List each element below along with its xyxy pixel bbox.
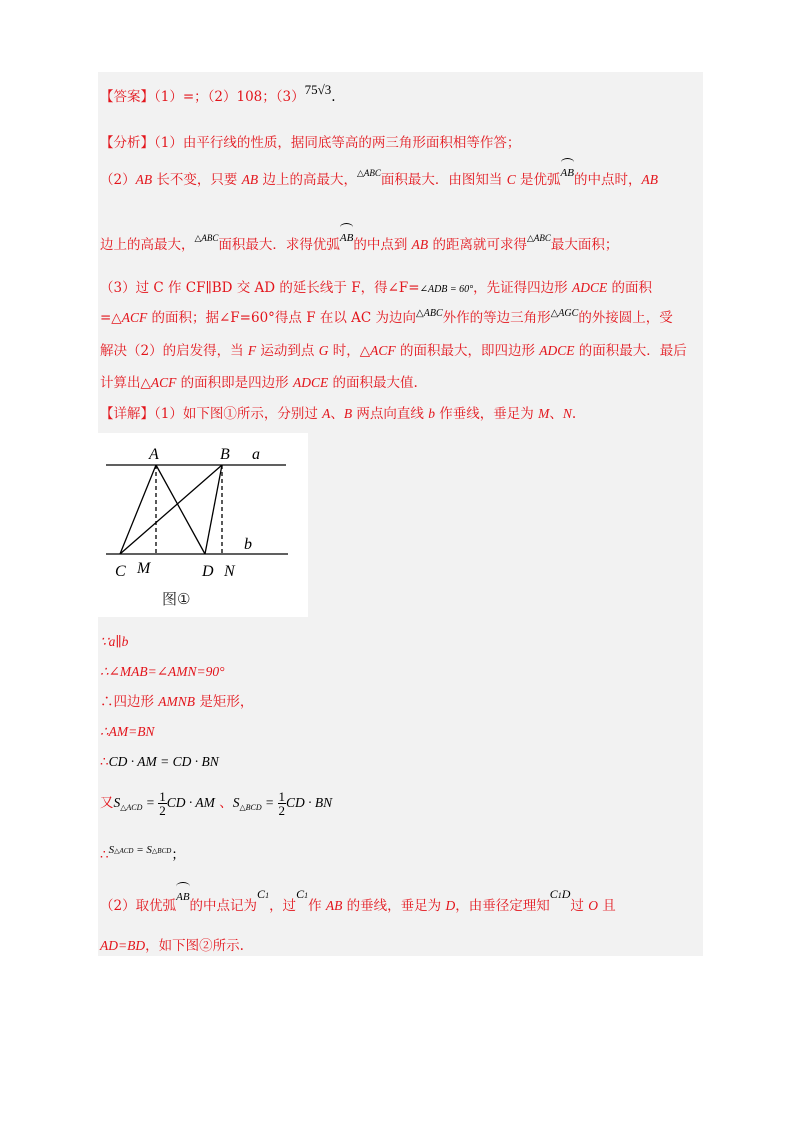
analysis-label: 【分析】	[100, 135, 154, 151]
step-3: ∴四边形 AMNB 是矩形，	[100, 694, 254, 710]
segment-c1d: C1D	[549, 887, 571, 901]
label-a: A	[149, 446, 159, 463]
label-line-a: a	[252, 446, 260, 463]
part-2-line-1: （2）取优弧AB的中点记为C1，过C1作 AB 的垂线，垂足为 D，由垂径定理知C1D过 O 且	[100, 887, 616, 914]
step-5: ∴CD · AM = CD · BN	[100, 754, 219, 770]
step-2: ∴∠MAB=∠AMN=90°	[100, 664, 225, 679]
fraction-half: $\frac{1}{2}$	[159, 789, 166, 818]
figure-1-diagram	[98, 433, 308, 617]
figure-caption: 图①	[162, 590, 191, 608]
label-d: D	[202, 563, 214, 580]
figure-1	[98, 433, 308, 617]
step-1: ∵a∥b	[100, 634, 129, 649]
detail-line-1: 【详解】（1）如下图①所示，分别过 A、B 两点向直线 b 作垂线，垂足为 M、N.	[100, 406, 577, 422]
segment-bc	[120, 465, 222, 554]
label-m: M	[137, 560, 151, 577]
label-n: N	[224, 563, 235, 580]
label-c: C	[115, 563, 126, 580]
triangle-abc: △ABC	[356, 168, 381, 178]
label-b: B	[220, 446, 230, 463]
analysis-line-5: =△ACF 的面积；据∠F=60°得点 F 在以 AC 为边向$^{\triangle ABC}$外作的等边三角形$^{\triangle AGC}$的外接圆上，受	[100, 308, 673, 326]
detail-label: 【详解】	[100, 406, 154, 422]
analysis-line-6: 解决（2）的启发得，当 F 运动到点 G 时，△ACF 的面积最大，即四边形 ADCE 的面积最大．最后	[100, 343, 687, 359]
analysis-line-1: 【分析】（1）由平行线的性质，据同底等高的两三角形面积相等作答；	[100, 135, 521, 151]
step-7: ∴S△ACD = S△BCD；	[100, 844, 185, 863]
part-2-line-2: AD=BD，如下图②所示.	[100, 938, 244, 954]
analysis-line-7: 计算出△ACF 的面积即是四边形 ADCE 的面积最大值.	[100, 375, 418, 391]
fraction-half-2: $\frac{1}{2}$	[278, 789, 285, 818]
answer-line: 【答案】（1）=；（2）108；（3）75√3.	[100, 82, 336, 105]
label-line-b: b	[244, 536, 252, 553]
segment-ac	[120, 465, 156, 554]
analysis-line-3: 边上的高最大，$^{\triangle ABC}$面积最大．求得优弧AB的中点到 AB 的距离就可求得$^{\triangle ABC}$最大面积；	[100, 236, 618, 255]
arc-ab: AB	[561, 164, 574, 182]
step-4: ∴AM=BN	[100, 724, 155, 739]
triangle-agc: △AGC	[550, 308, 579, 319]
segment-ad	[156, 465, 205, 554]
analysis-line-4: （3）过 C 作 CF∥BD 交 AD 的延长线于 F，得∠F=∠ADB = 60°，先证得四边形 ADCE 的面积	[100, 280, 652, 296]
answer-value: 75√3	[304, 82, 332, 97]
analysis-line-2: （2）AB 长不变，只要 AB 边上的高最大，$^{\triangle ABC}$面积最大．由图知当 C 是优弧AB的中点时，AB	[100, 171, 658, 190]
point-c1: C1	[257, 887, 270, 901]
step-6: 又$S_{\triangle ACD}$ = $\frac{1}{2}$ CD · AM 、$S_{\triangle BCD}$ = $\frac{1}{2}$ CD · BN	[100, 789, 333, 818]
answer-label: 【答案】	[100, 89, 154, 105]
